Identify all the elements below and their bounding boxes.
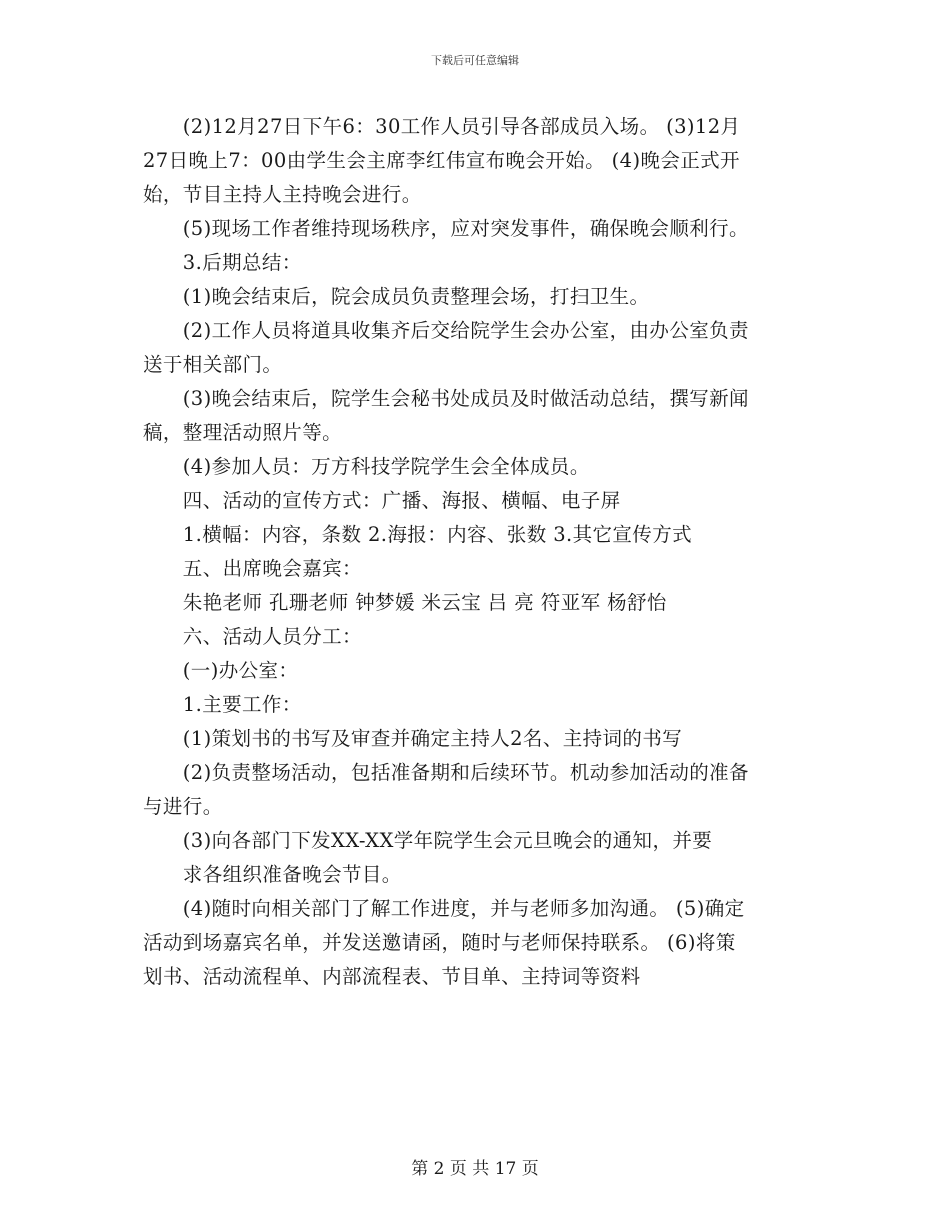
text-line: 1.主要工作： (143, 693, 302, 716)
page-number: 第 2 页 共 17 页 (411, 1159, 539, 1179)
text-line: (一)办公室： (143, 659, 299, 682)
text-line: 稿，整理活动照片等。 (143, 421, 343, 444)
text-line: 始，节目主持人主持晚会进行。 (143, 183, 422, 206)
text-line: 求各组织准备晚会节目。 (143, 863, 402, 886)
text-line: (2)负责整场活动，包括准备期和后续环节。机动参加活动的准备 (143, 761, 749, 784)
text-line: (1)晚会结束后，院会成员负责整理会场，打扫卫生。 (143, 285, 650, 308)
text-line: 活动到场嘉宾名单，并发送邀请函，随时与老师保持联系。 (6)将策 (143, 931, 736, 954)
text-line: 3.后期总结： (143, 251, 302, 274)
text-line: (4)随时向相关部门了解工作进度，并与老师多加沟通。 (5)确定 (143, 897, 745, 920)
text-line: 六、活动人员分工： (143, 625, 362, 648)
text-line: 五、出席晚会嘉宾： (143, 557, 362, 580)
text-line: (3)向各部门下发XX-XX学年院学生会元旦晚会的通知，并要 (143, 829, 713, 852)
text-line: (2)12月27日下午6：30工作人员引导各部成员入场。 (3)12月 (143, 115, 741, 138)
text-line: 与进行。 (143, 795, 223, 818)
text-line: 送于相关部门。 (143, 353, 283, 376)
text-line: (1)策划书的书写及审查并确定主持人2名、主持词的书写 (143, 727, 683, 750)
text-line: 四、活动的宣传方式：广播、海报、横幅、电子屏 (143, 489, 621, 512)
text-line: 朱艳老师 孔珊老师 钟梦媛 米云宝 吕 亮 符亚军 杨舒怡 (143, 591, 667, 614)
page-header: 下载后可任意编辑 (431, 54, 519, 67)
text-line: (5)现场工作者维持现场秩序，应对突发事件，确保晚会顺利行。 (143, 217, 749, 240)
text-line: 划书、活动流程单、内部流程表、节目单、主持词等资料 (143, 965, 641, 988)
text-line: 1.横幅：内容，条数 2.海报：内容、张数 3.其它宣传方式 (143, 523, 693, 546)
text-line: 27日晚上7：00由学生会主席李红伟宣布晚会开始。 (4)晚会正式开 (143, 149, 740, 172)
text-line: (2)工作人员将道具收集齐后交给院学生会办公室，由办公室负责 (143, 319, 749, 342)
document-body (143, 110, 809, 994)
text-line: (4)参加人员：万方科技学院学生会全体成员。 (143, 455, 590, 478)
text-line: (3)晚会结束后，院学生会秘书处成员及时做活动总结，撰写新闻 (143, 387, 749, 410)
